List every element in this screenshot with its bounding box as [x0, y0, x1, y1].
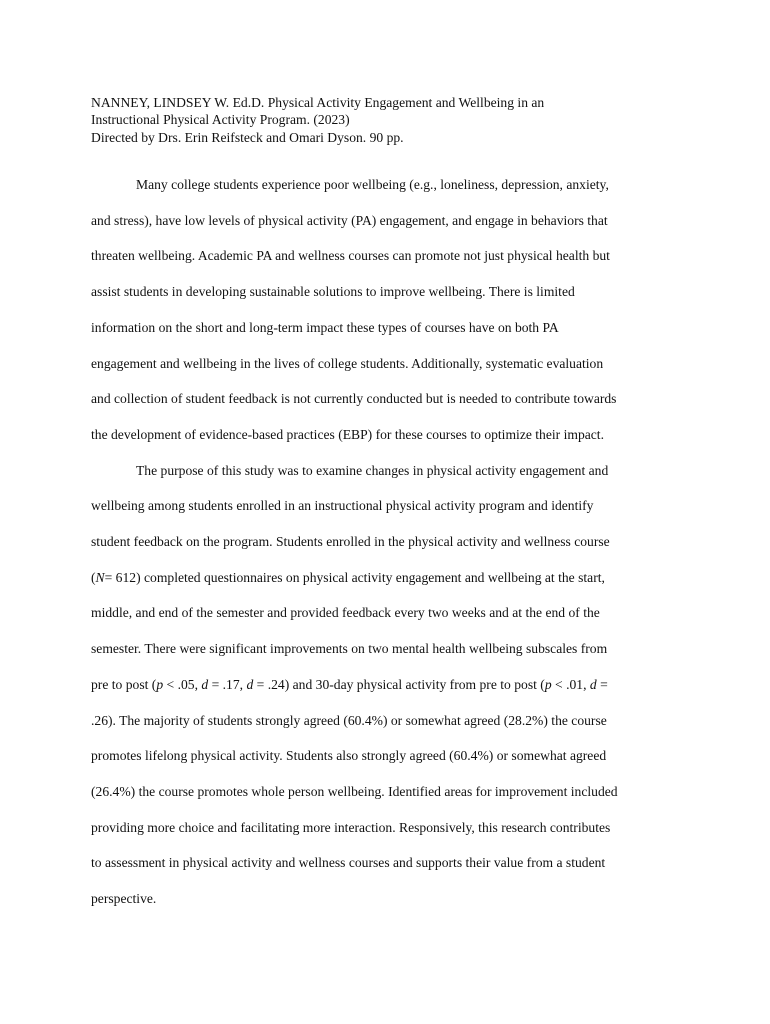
- paragraph2-line: perspective.: [91, 891, 157, 906]
- citation-line-program-year: Instructional Physical Activity Program. (2023): [91, 112, 350, 128]
- paragraph2-line: providing more choice and facilitating more interaction. Responsively, this research contributes: [91, 819, 611, 835]
- paragraph1-line: the development of evidence-based practices (EBP) for these courses to optimize their impact.: [91, 426, 604, 442]
- paragraph2-line: student feedback on the program. Students enrolled in the physical activity and wellness course: [91, 534, 610, 549]
- stats-text: < .05,: [163, 676, 202, 692]
- paragraph2-line: to assessment in physical activity and wellness courses and supports their value from a student: [91, 855, 606, 871]
- stat-d-symbol: d: [201, 676, 209, 692]
- stat-d-symbol: d: [246, 676, 254, 692]
- paragraph1-line: threaten wellbeing. Academic PA and wellness courses can promote not just physical health but: [91, 248, 610, 264]
- stats-text: = .24) and 30-day physical activity from pre to post (: [253, 676, 545, 692]
- stat-n-symbol: N: [95, 569, 105, 585]
- paragraph2-line: [91, 568, 605, 588]
- paragraph1-line: information on the short and long-term impact these types of courses have on both PA: [91, 319, 559, 335]
- stat-p-symbol: p: [544, 676, 552, 692]
- paragraph2-line: .26). The majority of students strongly agreed (60.4%) or somewhat agreed (28.2%) the course: [91, 712, 607, 728]
- citation-header: [91, 94, 701, 146]
- sample-size-text: = 612) completed questionnaires on physical activity engagement and wellbeing at the start,: [104, 569, 605, 585]
- paragraph2-line: semester. There were significant improvements on two mental health wellbeing subscales from: [91, 641, 608, 657]
- paragraph1-line: assist students in developing sustainable solutions to improve wellbeing. There is limited: [91, 284, 575, 300]
- paragraph1-line: Many college students experience poor wellbeing (e.g., loneliness, depression, anxiety,: [136, 177, 609, 192]
- citation-line-author-title: NANNEY, LINDSEY W. Ed.D. Physical Activity Engagement and Wellbeing in an: [91, 95, 545, 110]
- paragraph1-line: and stress), have low levels of physical activity (PA) engagement, and engage in behaviors that: [91, 212, 608, 228]
- paragraph2-line: The purpose of this study was to examine changes in physical activity engagement and: [136, 462, 609, 478]
- paragraph2-line: (26.4%) the course promotes whole person wellbeing. Identified areas for improvement included: [91, 783, 618, 799]
- stat-d-symbol: d: [589, 676, 597, 692]
- stat-p-symbol: p: [156, 676, 164, 692]
- paragraph1-line: and collection of student feedback is not currently conducted but is needed to contribute towards: [91, 391, 617, 407]
- paragraph2-line: middle, and end of the semester and provided feedback every two weeks and at the end of the: [91, 605, 600, 621]
- paragraph2-line: [91, 675, 608, 695]
- paragraph1-line: engagement and wellbeing in the lives of college students. Additionally, systematic evaluation: [91, 355, 604, 371]
- paragraph2-line: wellbeing among students enrolled in an instructional physical activity program and identify: [91, 498, 594, 514]
- citation-line-directors: Directed by Drs. Erin Reifsteck and Omari Dyson. 90 pp.: [91, 129, 404, 145]
- paren-open: (: [91, 569, 96, 585]
- paragraph2-line: promotes lifelong physical activity. Students also strongly agreed (60.4%) or somewhat agreed: [91, 748, 607, 764]
- stats-text: < .01,: [551, 676, 590, 692]
- stats-text: =: [596, 676, 608, 692]
- stats-text: pre to post (: [91, 676, 157, 692]
- stats-text: = .17,: [208, 676, 247, 692]
